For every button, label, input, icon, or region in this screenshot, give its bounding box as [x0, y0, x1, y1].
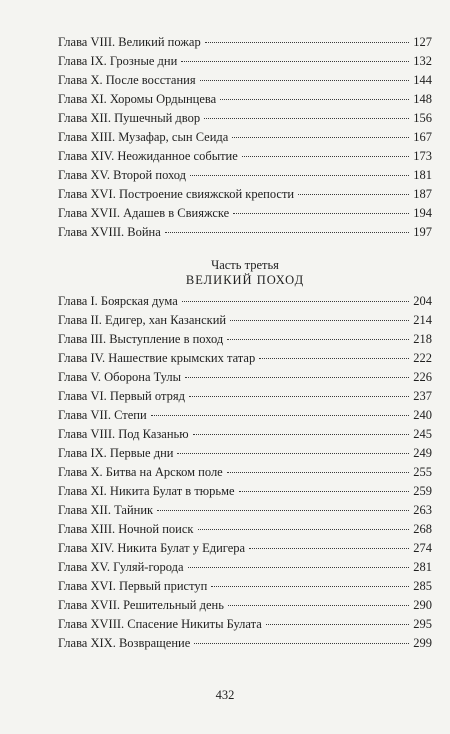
toc-entry-page: 127 [413, 35, 432, 49]
toc-entry [58, 501, 432, 520]
toc-entry-page: 132 [413, 54, 432, 68]
toc-entry-page: 285 [413, 579, 432, 593]
toc-entry-title: Глава XVI. Построение свияжской крепости [58, 187, 295, 201]
toc-entry-title: Глава IX. Первые дни [58, 446, 174, 460]
toc-list-part-two [58, 33, 432, 242]
toc-dot-leader [239, 491, 410, 492]
toc-entry-title: Глава II. Едигер, хан Казанский [58, 313, 227, 327]
toc-dot-leader [188, 567, 410, 568]
toc-dot-leader [227, 339, 409, 340]
toc-entry [58, 463, 432, 482]
toc-dot-leader [205, 42, 410, 43]
toc-entry-page: 187 [413, 187, 432, 201]
part-title: Часть третья [211, 258, 279, 272]
toc-entry-title: Глава IX. Грозные дни [58, 54, 178, 68]
toc-entry-page: 156 [413, 111, 432, 125]
toc-dot-leader [266, 624, 409, 625]
toc-dot-leader [233, 213, 409, 214]
toc-entry-title: Глава XVIII. Спасение Никиты Булата [58, 617, 262, 631]
part-heading [58, 258, 432, 288]
toc-entry-title: Глава XI. Никита Булат в тюрьме [58, 484, 235, 498]
toc-entry-page: 237 [413, 389, 432, 403]
toc-dot-leader [165, 232, 409, 233]
toc-entry-page: 226 [413, 370, 432, 384]
toc-entry-title: Глава XVII. Адашев в Свияжске [58, 206, 230, 220]
toc-dot-leader [194, 643, 409, 644]
toc-entry [58, 185, 432, 204]
toc-entry-page: 218 [413, 332, 432, 346]
toc-dot-leader [204, 118, 409, 119]
toc-entry [58, 368, 432, 387]
toc-entry [58, 223, 432, 242]
toc-entry [58, 147, 432, 166]
toc-dot-leader [185, 377, 409, 378]
toc-dot-leader [198, 529, 410, 530]
toc-dot-leader [200, 80, 410, 81]
toc-dot-leader [181, 61, 409, 62]
toc-entry [58, 311, 432, 330]
toc-entry [58, 539, 432, 558]
toc-entry [58, 558, 432, 577]
toc-entry-page: 144 [413, 73, 432, 87]
toc-entry-title: Глава VI. Первый отряд [58, 389, 185, 403]
toc-entry [58, 33, 432, 52]
toc-entry-page: 240 [413, 408, 432, 422]
toc-entry-title: Глава XVIII. Война [58, 225, 161, 239]
toc-dot-leader [211, 586, 409, 587]
toc-dot-leader [189, 396, 409, 397]
toc-entry-title: Глава III. Выступление в поход [58, 332, 224, 346]
toc-entry [58, 330, 432, 349]
toc-entry [58, 520, 432, 539]
toc-entry-title: Глава VII. Степи [58, 408, 147, 422]
toc-entry [58, 596, 432, 615]
toc-entry-page: 281 [413, 560, 432, 574]
toc-entry [58, 90, 432, 109]
toc-entry [58, 52, 432, 71]
toc-entry [58, 425, 432, 444]
toc-dot-leader [190, 175, 409, 176]
toc-entry-page: 263 [413, 503, 432, 517]
toc-entry-title: Глава VIII. Под Казанью [58, 427, 189, 441]
toc-entry-title: Глава X. Битва на Арском поле [58, 465, 223, 479]
toc-dot-leader [193, 434, 410, 435]
toc-entry [58, 109, 432, 128]
toc-dot-leader [232, 137, 409, 138]
toc-entry [58, 292, 432, 311]
toc-entry [58, 128, 432, 147]
toc-entry [58, 204, 432, 223]
toc-entry-title: Глава VIII. Великий пожар [58, 35, 201, 49]
toc-entry-page: 245 [413, 427, 432, 441]
toc-entry [58, 634, 432, 653]
toc-dot-leader [230, 320, 409, 321]
toc-entry-page: 274 [413, 541, 432, 555]
toc-entry-page: 259 [413, 484, 432, 498]
toc-entry-title: Глава XVI. Первый приступ [58, 579, 208, 593]
toc-entry-title: Глава I. Боярская дума [58, 294, 178, 308]
toc-dot-leader [228, 605, 409, 606]
part-subtitle: ВЕЛИКИЙ ПОХОД [185, 273, 305, 287]
toc-entry [58, 615, 432, 634]
toc-entry-page: 290 [413, 598, 432, 612]
toc-dot-leader [157, 510, 409, 511]
toc-entry-page: 255 [413, 465, 432, 479]
toc-entry-title: Глава XII. Пушечный двор [58, 111, 201, 125]
toc-entry [58, 387, 432, 406]
toc-entry-page: 181 [413, 168, 432, 182]
toc-list-part-three [58, 292, 432, 653]
toc-dot-leader [249, 548, 409, 549]
toc-entry-title: Глава XI. Хоромы Ордынцева [58, 92, 217, 106]
toc-entry-page: 173 [413, 149, 432, 163]
toc-entry [58, 406, 432, 425]
toc-entry [58, 349, 432, 368]
toc-entry-page: 222 [413, 351, 432, 365]
page-number: 432 [215, 688, 235, 702]
toc-dot-leader [227, 472, 410, 473]
toc-entry-page: 268 [413, 522, 432, 536]
toc-entry-title: Глава XII. Тайник [58, 503, 154, 517]
toc-dot-leader [242, 156, 409, 157]
toc-entry-page: 194 [413, 206, 432, 220]
toc-entry-title: Глава XIII. Ночной поиск [58, 522, 194, 536]
toc-dot-leader [151, 415, 410, 416]
toc-dot-leader [298, 194, 409, 195]
toc-entry-title: Глава XV. Второй поход [58, 168, 187, 182]
toc-entry [58, 166, 432, 185]
toc-entry-page: 148 [413, 92, 432, 106]
toc-entry [58, 71, 432, 90]
toc-entry-title: Глава X. После восстания [58, 73, 196, 87]
toc-entry [58, 577, 432, 596]
toc-entry-page: 299 [413, 636, 432, 650]
toc-dot-leader [177, 453, 409, 454]
toc-entry-page: 197 [413, 225, 432, 239]
toc-dot-leader [182, 301, 409, 302]
toc-entry-title: Глава XVII. Решительный день [58, 598, 224, 612]
toc-entry-title: Глава XV. Гуляй-города [58, 560, 184, 574]
toc-entry-page: 214 [413, 313, 432, 327]
toc-entry-page: 249 [413, 446, 432, 460]
toc-entry-title: Глава XIII. Музафар, сын Сеида [58, 130, 229, 144]
toc-entry-title: Глава XIV. Никита Булат у Едигера [58, 541, 246, 555]
toc-entry [58, 482, 432, 501]
toc-dot-leader [259, 358, 409, 359]
toc-entry-title: Глава V. Оборона Тулы [58, 370, 181, 384]
toc-entry-title: Глава XIX. Возвращение [58, 636, 191, 650]
toc-entry-page: 167 [413, 130, 432, 144]
toc-entry-page: 204 [413, 294, 432, 308]
toc-entry [58, 444, 432, 463]
toc-dot-leader [220, 99, 409, 100]
toc-entry-title: Глава IV. Нашествие крымских татар [58, 351, 256, 365]
toc-entry-page: 295 [413, 617, 432, 631]
toc-entry-title: Глава XIV. Неожиданное событие [58, 149, 238, 163]
